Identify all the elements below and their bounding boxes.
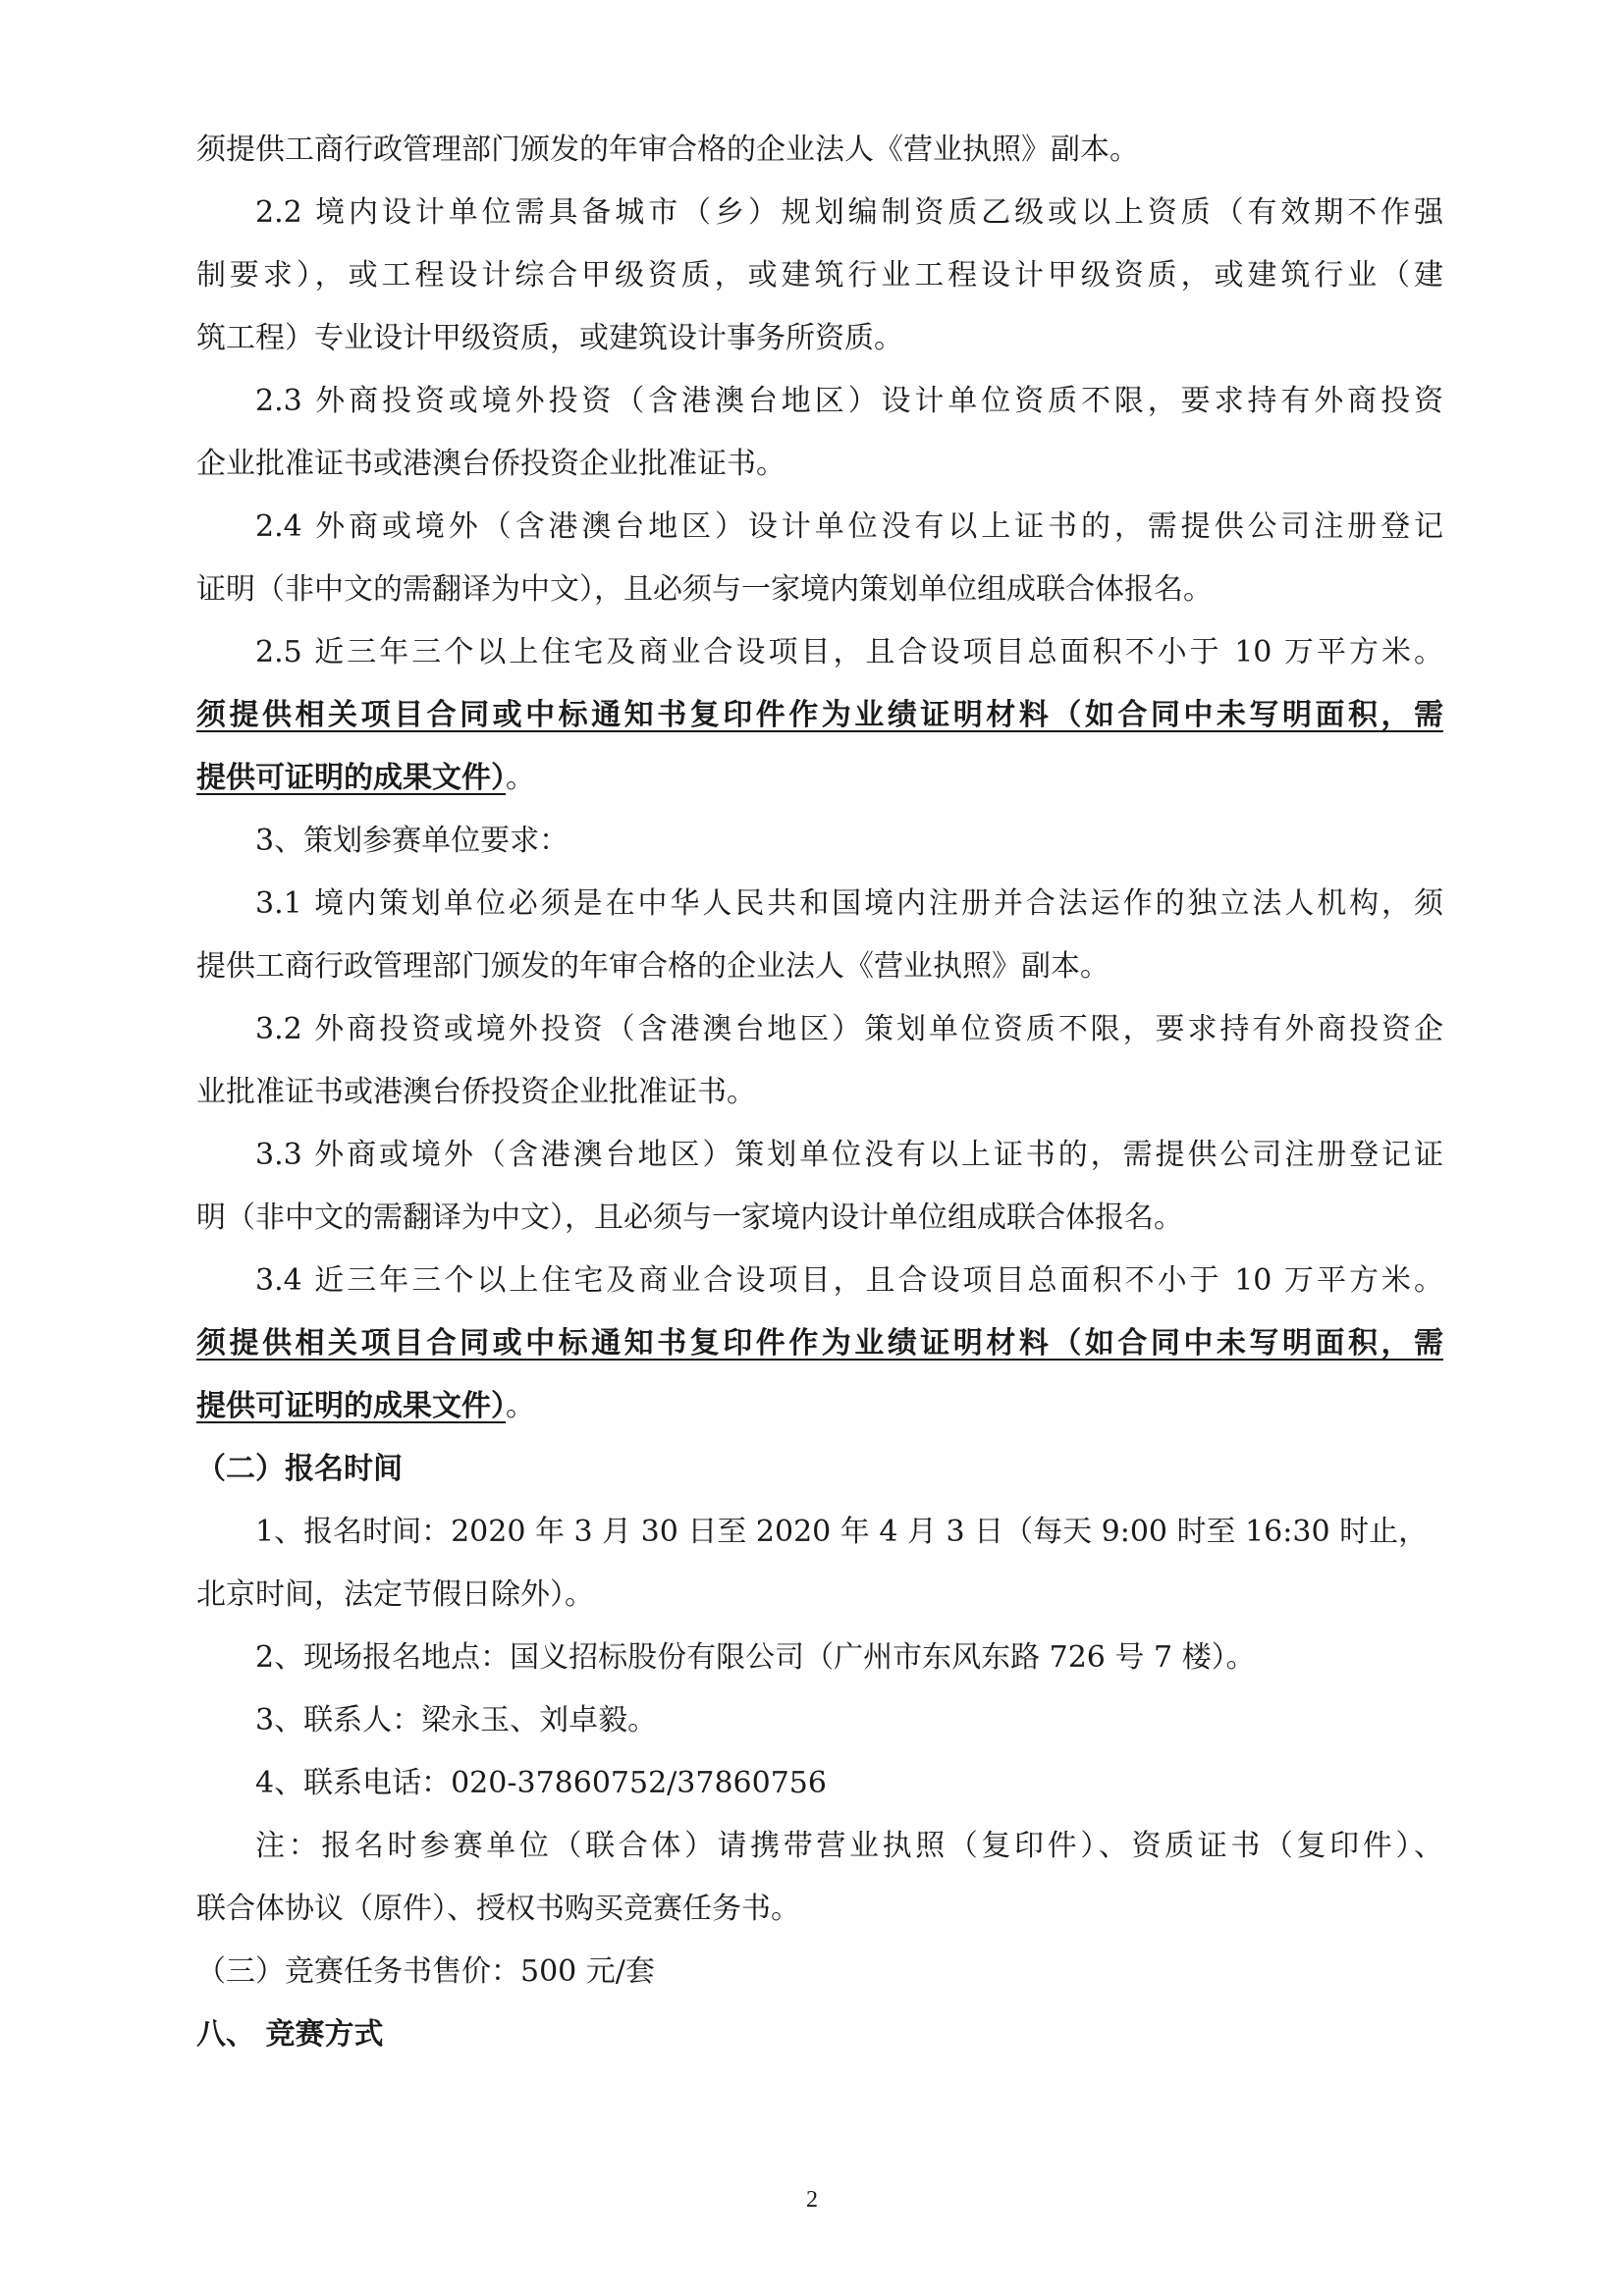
note-line: 注：报名时参赛单位（联合体）请携带营业执照（复印件）、资质证书（复印件）、	[255, 1829, 1443, 1863]
section-item: 3、策划参赛单位要求：	[255, 824, 569, 858]
paragraph-line: 2.2 境内设计单位需具备城市（乡）规划编制资质乙级或以上资质（有效期不作强	[255, 195, 1443, 230]
paragraph-line: 2.5 近三年三个以上住宅及商业合设项目，且合设项目总面积不小于 10 万平方米。	[255, 635, 1443, 669]
emphasis-text: 提供可证明的成果文件）	[196, 1389, 506, 1423]
paragraph-line: 3.1 境内策划单位必须是在中华人民共和国境内注册并合法运作的独立法人机构，须	[255, 886, 1443, 921]
paragraph-line: 2.3 外商投资或境外投资（含港澳台地区）设计单位资质不限，要求持有外商投资	[255, 384, 1443, 418]
paragraph-line: 业批准证书或港澳台侨投资企业批准证书。	[196, 1075, 756, 1109]
paragraph-line: 2.4 外商或境外（含港澳台地区）设计单位没有以上证书的，需提供公司注册登记	[255, 509, 1443, 544]
paragraph-line: 证明（非中文的需翻译为中文），且必须与一家境内策划单位组成联合体报名。	[196, 572, 1213, 607]
emphasis-text: 提供可证明的成果文件）	[196, 761, 506, 795]
paragraph-line: 3.3 外商或境外（含港澳台地区）策划单位没有以上证书的，需提供公司注册登记证	[255, 1138, 1443, 1172]
paragraph-line: 制要求），或工程设计综合甲级资质，或建筑行业工程设计甲级资质，或建筑行业（建	[196, 258, 1443, 293]
paragraph-line: 明（非中文的需翻译为中文），且必须与一家境内设计单位组成联合体报名。	[196, 1201, 1183, 1235]
paragraph-line: 4、联系电话：020-37860752/37860756	[255, 1766, 827, 1800]
emphasis-line	[196, 1319, 1443, 1368]
paragraph-line: 须提供工商行政管理部门颁发的年审合格的企业法人《营业执照》副本。	[196, 133, 1139, 167]
paragraph-line: 3.4 近三年三个以上住宅及商业合设项目，且合设项目总面积不小于 10 万平方米。	[255, 1263, 1443, 1298]
paragraph-line: 北京时间，法定节假日除外）。	[196, 1577, 594, 1612]
period: 。	[506, 761, 535, 795]
paragraph-line: 2、现场报名地点：国义招标股份有限公司（广州市东风东路 726 号 7 楼）。	[255, 1640, 1256, 1675]
paragraph-line: 企业批准证书或港澳台侨投资企业批准证书。	[196, 447, 785, 481]
section-heading: （三）竞赛任务书售价：500 元/套	[196, 1954, 655, 1989]
emphasis-line	[196, 691, 1443, 740]
emphasis-text: 须提供相关项目合同或中标通知书复印件作为业绩证明材料（如合同中未写明面积，需	[196, 1326, 1443, 1361]
emphasis-text: 须提供相关项目合同或中标通知书复印件作为业绩证明材料（如合同中未写明面积，需	[196, 698, 1443, 732]
paragraph-line: 1、报名时间：2020 年 3 月 30 日至 2020 年 4 月 3 日（每天 9:00 时至 16:30 时止，	[255, 1515, 1429, 1549]
paragraph-line: 3、联系人：梁永玉、刘卓毅。	[255, 1703, 658, 1737]
document-body	[196, 126, 1443, 2073]
emphasis-line	[196, 754, 1443, 803]
page-number: 2	[806, 2187, 818, 2213]
paragraph-line: 筑工程）专业设计甲级资质，或建筑设计事务所资质。	[196, 321, 903, 355]
note-line: 联合体协议（原件）、授权书购买竞赛任务书。	[196, 1892, 800, 1926]
paragraph-line: 3.2 外商投资或境外投资（含港澳台地区）策划单位资质不限，要求持有外商投资企	[255, 1012, 1443, 1046]
section-heading: （二）报名时间	[196, 1452, 403, 1486]
paragraph-line: 提供工商行政管理部门颁发的年审合格的企业法人《营业执照》副本。	[196, 949, 1110, 984]
period: 。	[506, 1389, 535, 1423]
chapter-heading: 八、 竞赛方式	[196, 2017, 384, 2052]
emphasis-line	[196, 1382, 1443, 1431]
